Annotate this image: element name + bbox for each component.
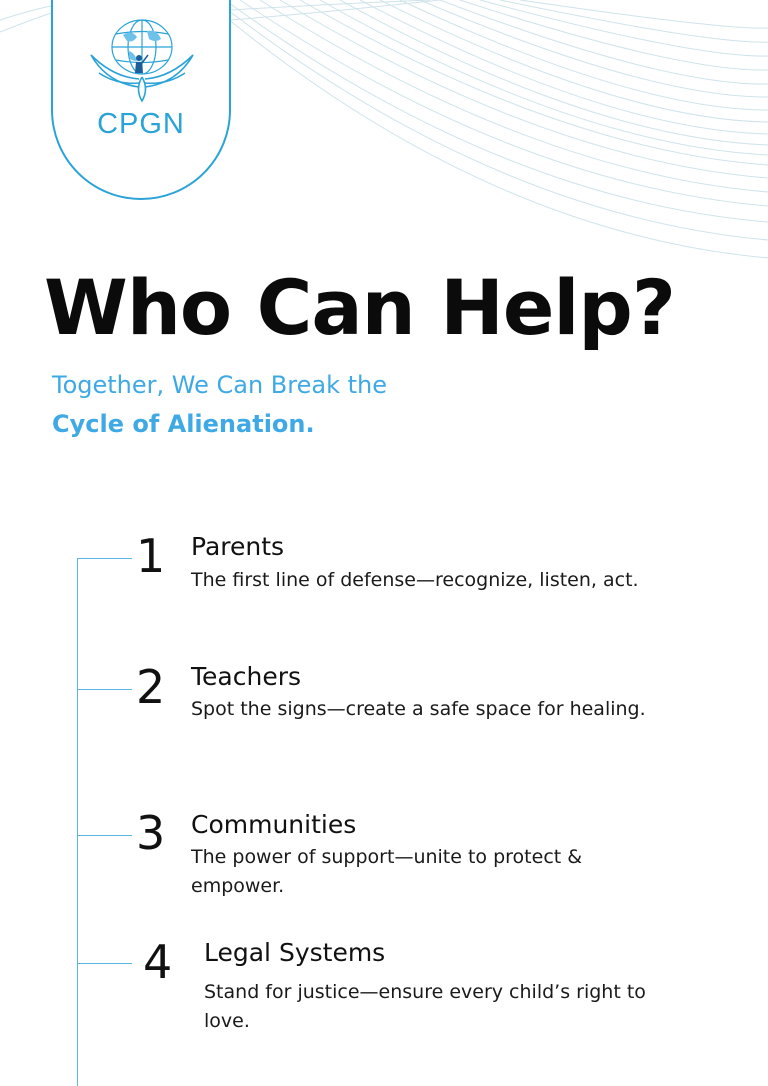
tagline-line-2: Cycle of Alienation.	[52, 410, 315, 438]
globe-child-logo-icon	[83, 17, 201, 105]
step-number: 4	[143, 935, 173, 989]
timeline-rail	[77, 558, 78, 1086]
step-description: The power of support—unite to protect & empower.	[191, 846, 583, 897]
timeline-tick	[77, 835, 132, 836]
page-title: Who Can Help?	[44, 263, 675, 352]
timeline-tick	[77, 689, 132, 690]
tagline-line-1: Together, We Can Break the	[52, 371, 387, 399]
step-number: 1	[136, 529, 166, 583]
step-description: Stand for justice—ensure every child’s right to love.	[204, 981, 646, 1032]
logo-badge	[51, 0, 231, 200]
step-title: Parents	[191, 532, 285, 561]
step-number: 2	[136, 660, 166, 714]
timeline-tick	[77, 963, 132, 964]
step-title: Teachers	[191, 662, 301, 691]
step-title: Communities	[191, 810, 357, 839]
step-description: Spot the signs—create a safe space for healing.	[191, 698, 646, 720]
step-title: Legal Systems	[204, 938, 386, 967]
timeline-tick	[77, 558, 132, 559]
step-number: 3	[136, 806, 166, 860]
logo-text: CPGN	[97, 108, 185, 140]
step-description: The first line of defense—recognize, listen, act.	[191, 569, 639, 591]
